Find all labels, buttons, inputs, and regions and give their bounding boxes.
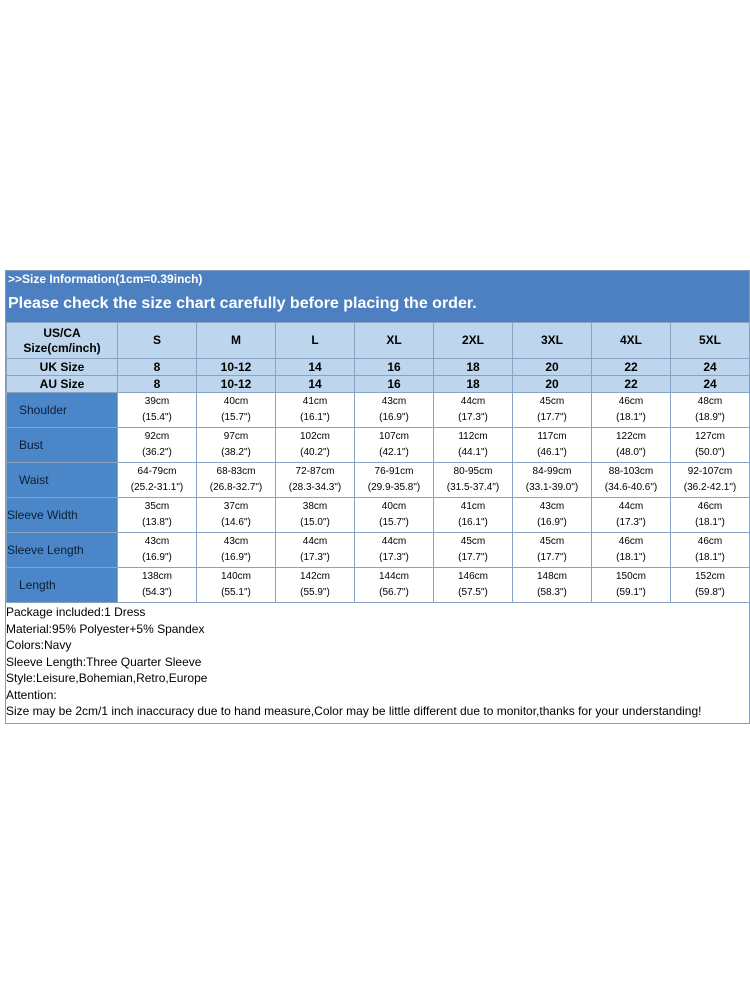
corner-label-line: Size(cm/inch): [23, 340, 101, 355]
measurement-cell: [592, 498, 671, 533]
measurement-cm: 45cm: [460, 536, 486, 547]
measurement-inch: (33.1-39.0"): [525, 482, 579, 493]
measurement-inch: (26.8-32.7"): [209, 482, 263, 493]
note-line: Colors:Navy: [6, 638, 72, 652]
measurement-cell: [276, 568, 355, 603]
measurement-inch: (14.6"): [221, 517, 251, 528]
measurement-inch: (18.1"): [616, 552, 646, 563]
measurement-cell: [276, 498, 355, 533]
measurement-cell: [355, 568, 434, 603]
measurement-inch: (17.3"): [379, 552, 409, 563]
measurement-cell: [197, 533, 276, 568]
size-table: [6, 322, 750, 603]
measurement-cell: [118, 568, 197, 603]
corner-label: [7, 323, 118, 359]
row-label-text: Waist: [19, 473, 49, 487]
measurement-inch: (36.2"): [142, 447, 172, 458]
measurement-inch: (28.3-34.3"): [288, 482, 342, 493]
measurement-cm: 117cm: [537, 431, 567, 442]
measurement-inch: (17.3"): [458, 412, 488, 423]
measurement-inch: (17.7"): [537, 552, 567, 563]
measurement-cell: [355, 428, 434, 463]
measurement-cell: [434, 568, 513, 603]
row-label-text: Shoulder: [19, 403, 68, 417]
measurement-inch: (42.1"): [379, 447, 409, 458]
row-label-text: Length: [19, 578, 56, 592]
measurement-cm: 102cm: [299, 431, 330, 442]
measurement-cell: [276, 463, 355, 498]
measurement-cm: 88-103cm: [608, 466, 654, 477]
measurement-inch: (50.0"): [695, 447, 725, 458]
measurement-cell: [434, 498, 513, 533]
measurement-inch: (18.1"): [616, 412, 646, 423]
uk-size-value: 22: [592, 359, 671, 376]
measurement-inch: (18.9"): [695, 412, 725, 423]
measurement-inch: (13.8"): [142, 517, 172, 528]
size-chart-title: Please check the size chart carefully before placing the order.: [8, 295, 477, 312]
measurement-inch: (59.1"): [616, 587, 646, 598]
measurement-inch: (36.2-42.1"): [683, 482, 737, 493]
measurement-cm: 148cm: [536, 571, 567, 582]
measurement-cell: [197, 393, 276, 428]
length-label: [7, 568, 118, 603]
measurement-inch: (16.9"): [221, 552, 251, 563]
measurement-cm: 80-95cm: [453, 466, 493, 477]
measurement-cell: [118, 463, 197, 498]
measurement-cm: 144cm: [378, 571, 409, 582]
measurement-inch: (55.9"): [300, 587, 330, 598]
measurement-inch: (38.2"): [221, 447, 251, 458]
shoulder-label: [7, 393, 118, 428]
measurement-inch: (16.9"): [142, 552, 172, 563]
au-size-value: 14: [276, 376, 355, 393]
measurement-cm: 46cm: [618, 536, 644, 547]
measurement-cm: 146cm: [457, 571, 488, 582]
uk-size-row: [7, 359, 750, 376]
measurement-inch: (31.5-37.4"): [446, 482, 500, 493]
measurement-inch: (16.1"): [458, 517, 488, 528]
measurement-inch: (40.2"): [300, 447, 330, 458]
measurement-inch: (17.7"): [458, 552, 488, 563]
measurement-cm: 46cm: [697, 536, 723, 547]
au-size-value: 24: [671, 376, 750, 393]
measurement-inch: (16.9"): [537, 517, 567, 528]
measurement-cell: [434, 533, 513, 568]
product-notes: [6, 603, 749, 723]
measurement-cm: 140cm: [220, 571, 251, 582]
au-size-row: [7, 376, 750, 393]
measurement-cell: [118, 498, 197, 533]
row-label-text: Bust: [19, 438, 44, 452]
measurement-cell: [513, 533, 592, 568]
au-size-value: 22: [592, 376, 671, 393]
measurement-cell: [592, 568, 671, 603]
measurement-cell: [513, 463, 592, 498]
measurement-inch: (34.6-40.6"): [604, 482, 658, 493]
note-line: Sleeve Length:Three Quarter Sleeve: [6, 654, 202, 669]
size-chart: [5, 270, 750, 724]
measurement-cell: [434, 428, 513, 463]
measurement-inch: (18.1"): [695, 517, 725, 528]
au-size-value: 18: [434, 376, 513, 393]
size-header-m: M: [197, 323, 276, 359]
measurement-inch: (16.1"): [300, 412, 330, 423]
measurement-inch: (25.2-31.1"): [130, 482, 184, 493]
measurement-inch: (46.1"): [537, 447, 567, 458]
measurement-cell: [118, 533, 197, 568]
au-size-value: 20: [513, 376, 592, 393]
measurement-cm: 48cm: [697, 396, 723, 407]
measurement-cell: [197, 568, 276, 603]
note-line: Material:95% Polyester+5% Spandex: [6, 621, 205, 636]
waist-row: [7, 463, 750, 498]
au-size-value: 16: [355, 376, 434, 393]
bust-label: [7, 428, 118, 463]
shoulder-row: [7, 393, 750, 428]
measurement-cm: 97cm: [223, 431, 249, 442]
uk-size-value: 16: [355, 359, 434, 376]
sleeve-width-label: [7, 498, 118, 533]
measurement-inch: (15.7"): [221, 412, 251, 423]
length-row: [7, 568, 750, 603]
uk-size-value: 24: [671, 359, 750, 376]
measurement-cell: [434, 393, 513, 428]
measurement-cm: 40cm: [381, 501, 407, 512]
measurement-cell: [197, 463, 276, 498]
measurement-cm: 35cm: [144, 501, 170, 512]
size-header-5xl: 5XL: [671, 323, 750, 359]
measurement-cell: [118, 428, 197, 463]
sleeve-width-row: [7, 498, 750, 533]
measurement-cell: [671, 463, 750, 498]
measurement-cm: 84-99cm: [532, 466, 572, 477]
size-header-4xl: 4XL: [592, 323, 671, 359]
measurement-cell: [592, 463, 671, 498]
measurement-cm: 43cm: [144, 536, 170, 547]
measurement-cell: [671, 533, 750, 568]
measurement-cell: [355, 393, 434, 428]
uk-size-value: 14: [276, 359, 355, 376]
uk-size-value: 20: [513, 359, 592, 376]
measurement-cell: [513, 568, 592, 603]
measurement-cm: 44cm: [618, 501, 644, 512]
measurement-cm: 76-91cm: [374, 466, 414, 477]
measurement-cm: 45cm: [539, 396, 565, 407]
measurement-cell: [276, 428, 355, 463]
measurement-cell: [513, 498, 592, 533]
measurement-cm: 72-87cm: [295, 466, 335, 477]
note-line: Attention:: [6, 687, 57, 702]
au-size-value: 8: [118, 376, 197, 393]
note-line: Size may be 2cm/1 inch inaccuracy due to hand measure,Color may be little different due to monitor,thanks for your understanding!: [6, 704, 702, 718]
measurement-inch: (55.1"): [221, 587, 251, 598]
measurement-inch: (15.7"): [379, 517, 409, 528]
note-line: Package included:1 Dress: [6, 605, 146, 619]
measurement-cm: 46cm: [697, 501, 723, 512]
measurement-cm: 142cm: [299, 571, 330, 582]
measurement-cell: [355, 463, 434, 498]
uk-size-value: 18: [434, 359, 513, 376]
size-info-subtitle: >>Size Information(1cm=0.39inch): [8, 272, 203, 286]
measurement-cm: 68-83cm: [216, 466, 256, 477]
size-header-xl: XL: [355, 323, 434, 359]
measurement-cm: 37cm: [223, 501, 249, 512]
size-header-row: [7, 323, 750, 359]
measurement-inch: (29.9-35.8"): [367, 482, 421, 493]
measurement-cm: 39cm: [144, 396, 170, 407]
waist-label: [7, 463, 118, 498]
measurement-cm: 43cm: [223, 536, 249, 547]
measurement-cm: 43cm: [539, 501, 565, 512]
note-line: Style:Leisure,Bohemian,Retro,Europe: [6, 671, 208, 685]
size-chart-banner: [6, 271, 749, 322]
measurement-cell: [513, 428, 592, 463]
uk-size-label: UK Size: [7, 359, 118, 376]
measurement-cm: 152cm: [694, 571, 725, 582]
measurement-cell: [197, 428, 276, 463]
bust-row: [7, 428, 750, 463]
uk-size-value: 10-12: [197, 359, 276, 376]
sleeve-length-row: [7, 533, 750, 568]
measurement-cell: [355, 498, 434, 533]
measurement-cm: 122cm: [615, 431, 646, 442]
measurement-cm: 46cm: [618, 396, 644, 407]
au-size-label: AU Size: [7, 376, 118, 393]
row-label-text: Sleeve Length: [7, 543, 84, 557]
measurement-cell: [355, 533, 434, 568]
uk-size-value: 8: [118, 359, 197, 376]
measurement-cm: 44cm: [381, 536, 407, 547]
row-label-text: Sleeve Width: [7, 508, 78, 522]
measurement-inch: (16.9"): [379, 412, 409, 423]
size-header-3xl: 3XL: [513, 323, 592, 359]
measurement-cell: [118, 393, 197, 428]
measurement-inch: (15.4"): [142, 412, 172, 423]
measurement-cell: [197, 498, 276, 533]
corner-label-line: US/CA: [43, 325, 81, 340]
measurement-cell: [434, 463, 513, 498]
size-header-s: S: [118, 323, 197, 359]
measurement-cm: 127cm: [694, 431, 725, 442]
size-header-l: L: [276, 323, 355, 359]
measurement-inch: (57.5"): [458, 587, 488, 598]
measurement-cell: [592, 393, 671, 428]
measurement-cell: [276, 393, 355, 428]
measurement-cm: 150cm: [615, 571, 646, 582]
measurement-cell: [671, 498, 750, 533]
measurement-inch: (48.0"): [616, 447, 646, 458]
measurement-cm: 44cm: [302, 536, 328, 547]
measurement-cm: 44cm: [460, 396, 486, 407]
measurement-cell: [513, 393, 592, 428]
measurement-cm: 64-79cm: [137, 466, 177, 477]
measurement-cm: 107cm: [378, 431, 409, 442]
measurement-cm: 41cm: [460, 501, 486, 512]
measurement-cm: 112cm: [458, 431, 488, 442]
measurement-cm: 92-107cm: [687, 466, 733, 477]
measurement-cell: [592, 428, 671, 463]
measurement-cell: [671, 568, 750, 603]
measurement-inch: (17.7"): [537, 412, 567, 423]
measurement-cm: 40cm: [223, 396, 249, 407]
measurement-cell: [592, 533, 671, 568]
measurement-cell: [671, 393, 750, 428]
measurement-cm: 92cm: [144, 431, 170, 442]
measurement-inch: (15.0"): [300, 517, 330, 528]
measurement-cm: 138cm: [141, 571, 172, 582]
measurement-inch: (59.8"): [695, 587, 725, 598]
measurement-cm: 43cm: [381, 396, 407, 407]
measurement-inch: (58.3"): [537, 587, 567, 598]
measurement-cm: 38cm: [302, 501, 328, 512]
measurement-inch: (17.3"): [616, 517, 646, 528]
measurement-cell: [671, 428, 750, 463]
measurement-inch: (17.3"): [300, 552, 330, 563]
sleeve-length-label: [7, 533, 118, 568]
measurement-cm: 45cm: [539, 536, 565, 547]
measurement-cm: 41cm: [302, 396, 328, 407]
measurement-inch: (54.3"): [142, 587, 172, 598]
measurement-inch: (56.7"): [379, 587, 409, 598]
measurement-inch: (44.1"): [458, 447, 488, 458]
measurement-inch: (18.1"): [695, 552, 725, 563]
au-size-value: 10-12: [197, 376, 276, 393]
measurement-cell: [276, 533, 355, 568]
size-header-2xl: 2XL: [434, 323, 513, 359]
